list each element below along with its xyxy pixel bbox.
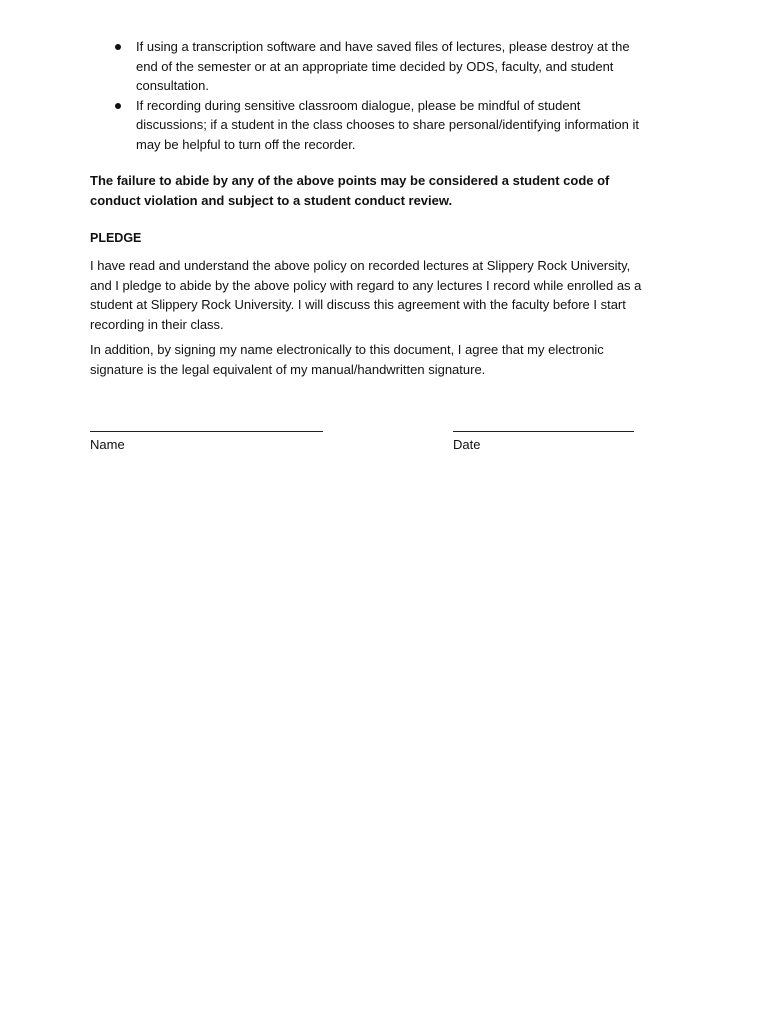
electronic-signature-statement: In addition, by signing my name electronically to this document, I agree that my electronic signature is the legal equivalent of my manual/handwritten signature. (90, 342, 604, 377)
name-label: Name (90, 437, 125, 452)
bullet-text: If using a transcription software and have saved files of lectures, please destroy at the end of the semester or at an appropriate time decided by ODS, faculty, and student consultation. (136, 39, 630, 93)
date-label: Date (453, 437, 481, 452)
bullet-icon (115, 103, 121, 109)
bullet-text: If recording during sensitive classroom dialogue, please be mindful of student discussions; if a student in the class chooses to share personal/identifying information it may be helpful to turn off the recorder. (136, 97, 639, 152)
name-signature-line[interactable] (90, 431, 323, 432)
date-signature-line[interactable] (453, 431, 634, 432)
conduct-warning: The failure to abide by any of the above points may be considered a student code of conduct violation and subject to a student conduct review. (90, 173, 610, 208)
list-item (112, 37, 652, 96)
pledge-body: I have read and understand the above policy on recorded lectures at Slippery Rock University, and I pledge to abide by the above policy with regard to any lectures I record while enrolled as a student at Slippery Rock University. I will discuss this agreement with the faculty before I start recording in their class. (90, 258, 642, 332)
list-item (112, 96, 652, 155)
bullet-list (112, 37, 652, 154)
bullet-icon (115, 44, 121, 50)
pledge-heading: PLEDGE (90, 231, 142, 245)
